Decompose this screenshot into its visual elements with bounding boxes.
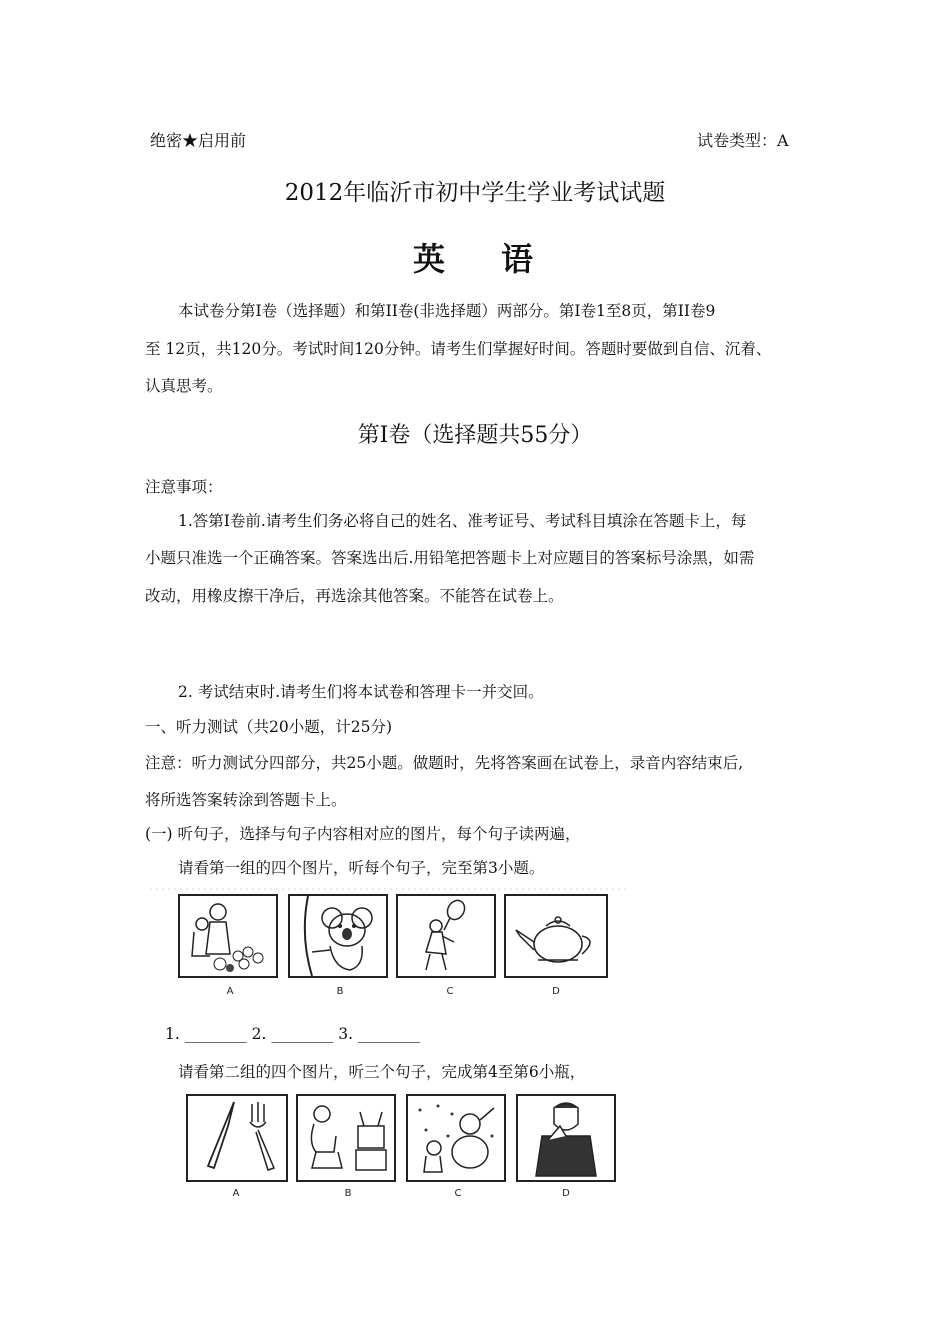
picture-d bbox=[504, 894, 608, 978]
part1-heading: 一、听力测试（共20小题，计25分) bbox=[145, 718, 392, 736]
picture-label-b: B bbox=[344, 1188, 352, 1199]
tennis-player-icon bbox=[398, 896, 494, 976]
picture-c bbox=[396, 894, 496, 978]
subject-title bbox=[413, 234, 535, 280]
group1-instruction: 请看第一组的四个图片，听每个句子，完至第3小题。 bbox=[178, 859, 545, 877]
picture-label-c: C bbox=[446, 986, 454, 997]
part1-note-line-2: 将所选答案转涂到答题卡上。 bbox=[145, 791, 347, 809]
picture-c bbox=[406, 1094, 506, 1182]
note1-line-1: 1.答第I卷前.请考生们务必将自己的姓名、准考证号、考试科目填涂在答题卡上，每 bbox=[178, 512, 747, 530]
confidential-label: 绝密★启用前 bbox=[150, 131, 247, 150]
note2: 2. 考试结束时.请考生们将本试卷和答理卡一并交回。 bbox=[178, 683, 544, 701]
notes-heading: 注意事项： bbox=[145, 478, 223, 496]
picture-label-d: D bbox=[552, 986, 560, 997]
picture-label-b: B bbox=[336, 986, 344, 997]
section-title: 第I卷（选择题共55分） bbox=[357, 423, 593, 448]
part1-note-line-1: 注意：听力测试分四部分，共25小题。做题时，先将答案画在试卷上，录音内容结束后, bbox=[145, 754, 744, 772]
person-watching-tv-icon bbox=[298, 1096, 394, 1180]
picture-label-c: C bbox=[454, 1188, 462, 1199]
group2-pictures bbox=[180, 1090, 650, 1208]
paper-type-label: 试卷类型：A bbox=[697, 131, 789, 150]
page-title: 2012年临沂市初中学生学业考试试题 bbox=[284, 180, 666, 206]
koala-icon bbox=[290, 896, 386, 976]
picture-label-d: D bbox=[562, 1188, 570, 1199]
intro-line-2: 至 12页，共120分。考试时间120分钟。请考生们掌握好时间。答题时要做到自信、沉着、 bbox=[145, 340, 772, 358]
picture-label-a: A bbox=[226, 986, 234, 997]
part1-sub1: (一) 听句子，选择与句子内容相对应的图片，每个句子读两遍， bbox=[145, 825, 581, 843]
note1-line-2: 小题只准选一个正确答案。答案选出后.用铅笔把答题卡上对应题目的答案标号涂黑，如需 bbox=[145, 549, 755, 567]
subject-char-2: 语 bbox=[501, 240, 536, 278]
picture-a bbox=[178, 894, 278, 978]
intro-line-3: 认真思考。 bbox=[145, 377, 223, 395]
picture-a bbox=[186, 1094, 288, 1182]
knife-fork-icon bbox=[188, 1096, 286, 1180]
picture-d bbox=[516, 1094, 616, 1182]
snowman-icon bbox=[408, 1096, 504, 1180]
picture-b bbox=[296, 1094, 396, 1182]
people-flowers-icon bbox=[180, 896, 276, 976]
picture-label-a: A bbox=[232, 1188, 240, 1199]
intro-line-1: 本试卷分第I卷（选择题）和第II卷(非选择题）两部分。第I卷1至8页，第II卷9 bbox=[178, 302, 716, 320]
answer-blanks-1-3: 1. ________ 2. ________ 3. ________ bbox=[165, 1025, 421, 1043]
note1-line-3: 改动，用橡皮擦干净后，再选涂其他答案。不能答在试卷上。 bbox=[145, 587, 564, 605]
person-sick-icon bbox=[518, 1096, 614, 1180]
subject-char-1: 英 bbox=[413, 240, 448, 278]
group1-pictures bbox=[150, 886, 635, 1004]
picture-b bbox=[288, 894, 388, 978]
group2-instruction: 请看第二组的四个图片，听三个句子，完成第4至第6小瓶， bbox=[178, 1063, 586, 1081]
teapot-icon bbox=[506, 896, 606, 976]
